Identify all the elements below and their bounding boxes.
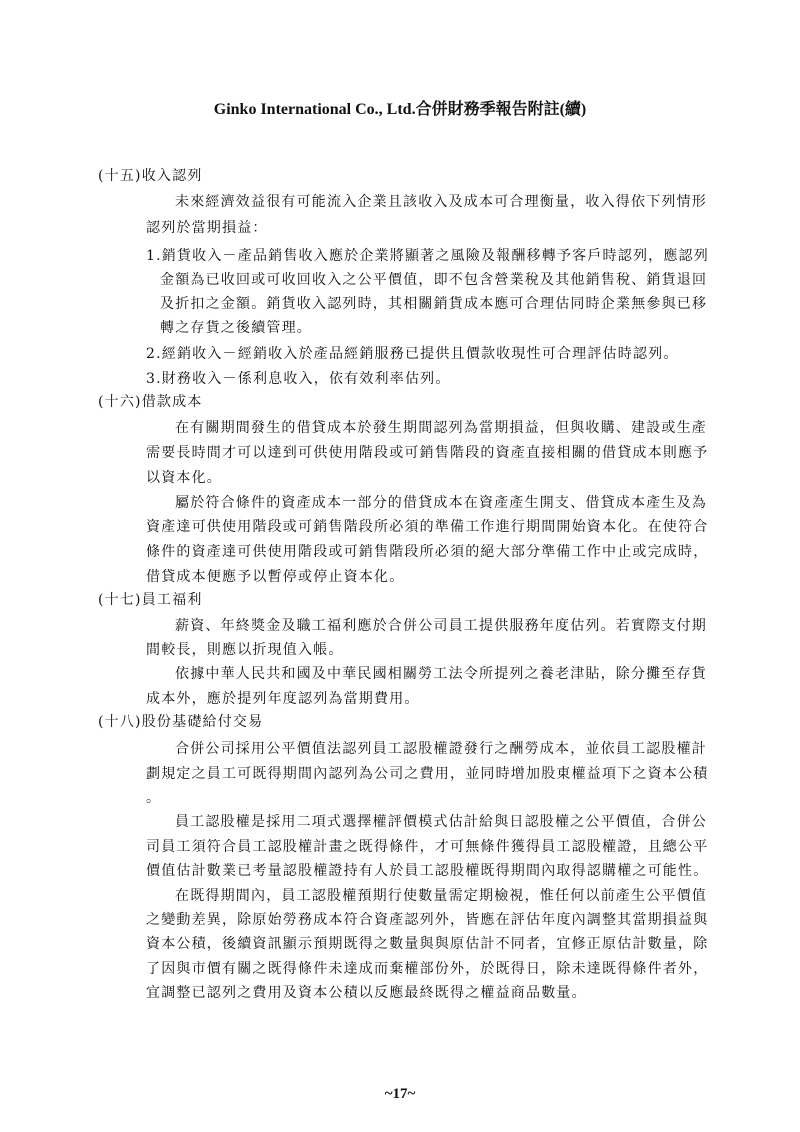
paragraph-line: 之變動差異，除原始勞務成本符合資產認列外，皆應在評估年度內調整其當期損益與 [146, 912, 709, 928]
paragraph-line: 劃規定之員工可既得期間內認列為公司之費用，並同時增加股東權益項下之資本公積 [146, 766, 709, 782]
paragraph-line: 條件的資產達可供使用階段或可銷售階段所必須的絕大部分準備工作中止或完成時， [146, 544, 709, 560]
section-heading-revenue: (十五)收入認列 [98, 168, 203, 184]
paragraph-line: 未來經濟效益很有可能流入企業且該收入及成本可合理衡量，收入得依下列情形 [175, 194, 707, 210]
paragraph-line: 在有關期間發生的借貸成本於發生期間認列為當期損益，但與收購、建設或生產 [175, 420, 707, 436]
paragraph-line: 宜調整已認列之費用及資本公積以反應最終既得之權益商品數量。 [146, 985, 587, 1001]
paragraph-line: 價值估計數業已考量認股權證持有人於員工認股權既得期間內取得認購權之可能性。 [146, 863, 709, 879]
page-title: Ginko International Co., Ltd.合併財務季報告附註(續) [213, 101, 587, 118]
paragraph-line: 依據中華人民共和國及中華民國相關勞工法令所提列之養老津貼，除分攤至存貨 [175, 666, 707, 682]
paragraph-line: 屬於符合條件的資產成本一部分的借貸成本在資產產生開支、借貸成本產生及為 [175, 495, 707, 511]
paragraph-line: 資本公積，後續資訊顯示預期既得之數量與與原估計不同者，宜修正原估計數量，除 [146, 936, 709, 952]
list-item-line: 1.銷貨收入－產品銷售收入應於企業將顯著之風險及報酬移轉予客戶時認列，應認列 [146, 248, 709, 264]
list-item-line: 轉之存貨之後續管理。 [160, 320, 312, 336]
section-heading-borrowing-costs: (十六)借款成本 [98, 394, 203, 410]
list-item-line: 3.財務收入－係利息收入，依有效利率估列。 [146, 371, 451, 387]
section-heading-employee-benefits: (十七)員工福利 [98, 592, 203, 608]
list-item-line: 及折扣之金額。銷貨收入認列時，其相關銷貨成本應可合理估同時企業無參與已移 [160, 296, 708, 312]
paragraph-line: 資產達可供使用階段或可銷售階段所必須的準備工作進行期間開始資本化。在使符合 [146, 519, 709, 535]
paragraph-line: 成本外，應於提列年度認列為當期費用。 [146, 691, 420, 707]
paragraph-line: 薪資、年終獎金及職工福利應於合併公司員工提供服務年度估列。若實際支付期 [175, 618, 707, 634]
paragraph-line: 司員工須符合員工認股權計畫之既得條件，才可無條件獲得員工認股權證，且總公平 [146, 839, 709, 855]
paragraph-line: 以資本化。 [146, 470, 222, 486]
paragraph-line: 需要長時間才可以達到可供使用階段或可銷售階段的資產直接相關的借貸成本則應予 [146, 445, 709, 461]
page-number: ~17~ [384, 1086, 416, 1102]
paragraph-line: 。 [146, 790, 162, 806]
section-heading-share-based-payment: (十八)股份基礎給付交易 [98, 714, 264, 730]
paragraph-line: 員工認股權是採用二項式選擇權評價模式估計給與日認股權之公平價值，合併公 [175, 814, 707, 830]
paragraph-line: 借貸成本便應予以暫停或停止資本化。 [146, 569, 405, 585]
list-item-line: 金額為已收回或可收回收入之公平價值，即不包含營業稅及其他銷售稅、銷貨退回 [160, 272, 708, 288]
paragraph-line: 認列於當期損益： [146, 220, 268, 236]
list-item-line: 2.經銷收入－經銷收入於產品經銷服務已提供且價款收現性可合理評估時認列。 [146, 346, 679, 362]
paragraph-line: 了因與市價有關之既得條件未達成而棄權部份外，於既得日，除未達既得條件者外， [146, 961, 709, 977]
paragraph-line: 在既得期間內，員工認股權預期行使數量需定期檢視，惟任何以前產生公平價值 [175, 888, 707, 904]
paragraph-line: 合併公司採用公平價值法認列員工認股權證發行之酬勞成本，並依員工認股權計 [175, 741, 707, 757]
paragraph-line: 間較長，則應以折現值入帳。 [146, 642, 344, 658]
